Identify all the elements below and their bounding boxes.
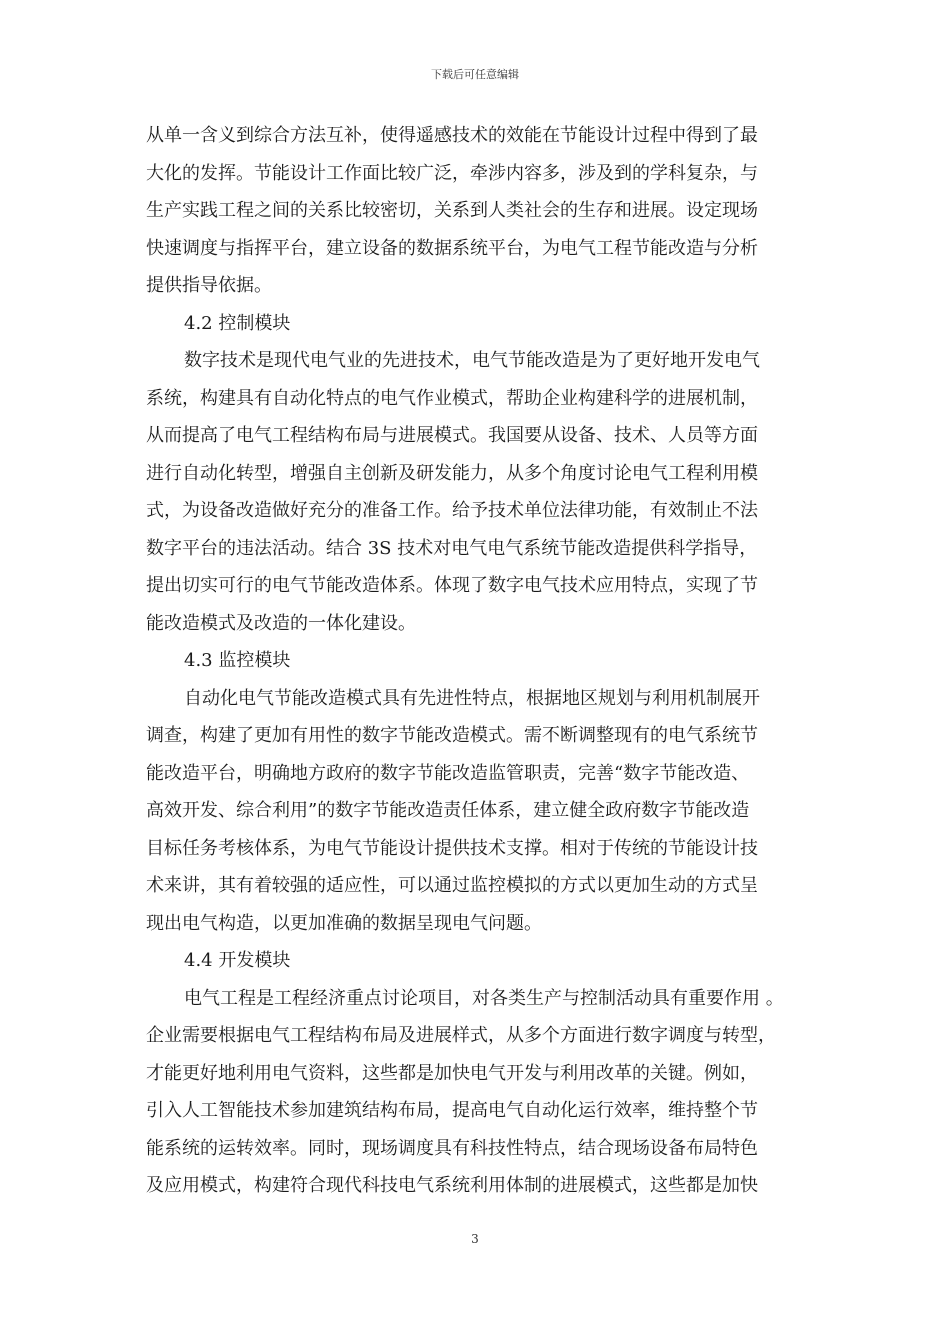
- page-number: 3: [471, 1232, 479, 1246]
- text-line: 式，为设备改造做好充分的准备工作。给予技术单位法律功能，有效制止不法: [146, 500, 758, 521]
- document-body: [146, 117, 806, 1205]
- text-line: 系统，构建具有自动化特点的电气作业模式，帮助企业构建科学的进展机制，: [146, 387, 758, 409]
- text-line: 生产实践工程之间的关系比较密切，关系到人类社会的生存和进展。设定现场: [146, 200, 758, 221]
- text-line: 进行自动化转型，增强自主创新及研发能力，从多个角度讨论电气工程利用模: [146, 462, 758, 484]
- text-line: 提出切实可行的电气节能改造体系。体现了数字电气技术应用特点，实现了节: [146, 575, 758, 596]
- text-line: 调查，构建了更加有用性的数字节能改造模式。需不断调整现有的电气系统节: [146, 725, 758, 746]
- text-line: 目标任务考核体系，为电气节能设计提供技术支撑。相对于传统的节能设计技: [146, 837, 758, 859]
- text-line: 能改造模式及改造的一体化建设。: [146, 612, 416, 634]
- text-line: 及应用模式，构建符合现代科技电气系统利用体制的进展模式，这些都是加快: [146, 1175, 758, 1196]
- section-heading-4-3: 4.3 监控模块: [184, 650, 291, 671]
- text-line: 提供指导依据。: [146, 275, 272, 296]
- text-line: 术来讲，其有着较强的适应性，可以通过监控模拟的方式以更加生动的方式呈: [146, 875, 758, 896]
- text-line: 大化的发挥。节能设计工作面比较广泛，牵涉内容多，涉及到的学科复杂，与: [146, 162, 758, 184]
- text-line: 引入人工智能技术参加建筑结构布局，提高电气自动化运行效率，维持整个节: [146, 1100, 758, 1121]
- paragraph-first-line: 数字技术是现代电气业的先进技术，电气节能改造是为了更好地开发电气: [184, 350, 760, 371]
- section-heading-4-4: 4.4 开发模块: [184, 950, 291, 971]
- page-header: 下载后可任意编辑: [431, 68, 519, 81]
- text-line: 从而提高了电气工程结构布局与进展模式。我国要从设备、技术、人员等方面: [146, 425, 758, 446]
- paragraph-first-line: 自动化电气节能改造模式具有先进性特点，根据地区规划与利用机制展开: [184, 687, 760, 709]
- text-line: 能系统的运转效率。同时，现场调度具有科技性特点，结合现场设备布局特色: [146, 1137, 758, 1159]
- text-line: 现出电气构造，以更加准确的数据呈现电气问题。: [146, 912, 542, 934]
- text-line: 从单一含义到综合方法互补，使得遥感技术的效能在节能设计过程中得到了最: [146, 125, 758, 146]
- text-line: 才能更好地利用电气资料，这些都是加快电气开发与利用改革的关键。例如，: [146, 1062, 758, 1084]
- text-line: 快速调度与指挥平台，建立设备的数据系统平台，为电气工程节能改造与分析: [146, 237, 758, 259]
- section-heading-4-2: 4.2 控制模块: [184, 312, 291, 334]
- text-line: 高效开发、综合利用”的数字节能改造责任体系，建立健全政府数字节能改造: [146, 800, 750, 821]
- text-line: 数字平台的违法活动。结合 3S 技术对电气电气系统节能改造提供科学指导，: [146, 537, 758, 559]
- text-line: 企业需要根据电气工程结构布局及进展样式，从多个方面进行数字调度与转型，: [146, 1025, 776, 1046]
- paragraph-first-line: 电气工程是工程经济重点讨论项目，对各类生产与控制活动具有重要作用 。: [184, 987, 784, 1009]
- text-line: 能改造平台，明确地方政府的数字节能改造监管职责，完善“数字节能改造、: [146, 762, 750, 784]
